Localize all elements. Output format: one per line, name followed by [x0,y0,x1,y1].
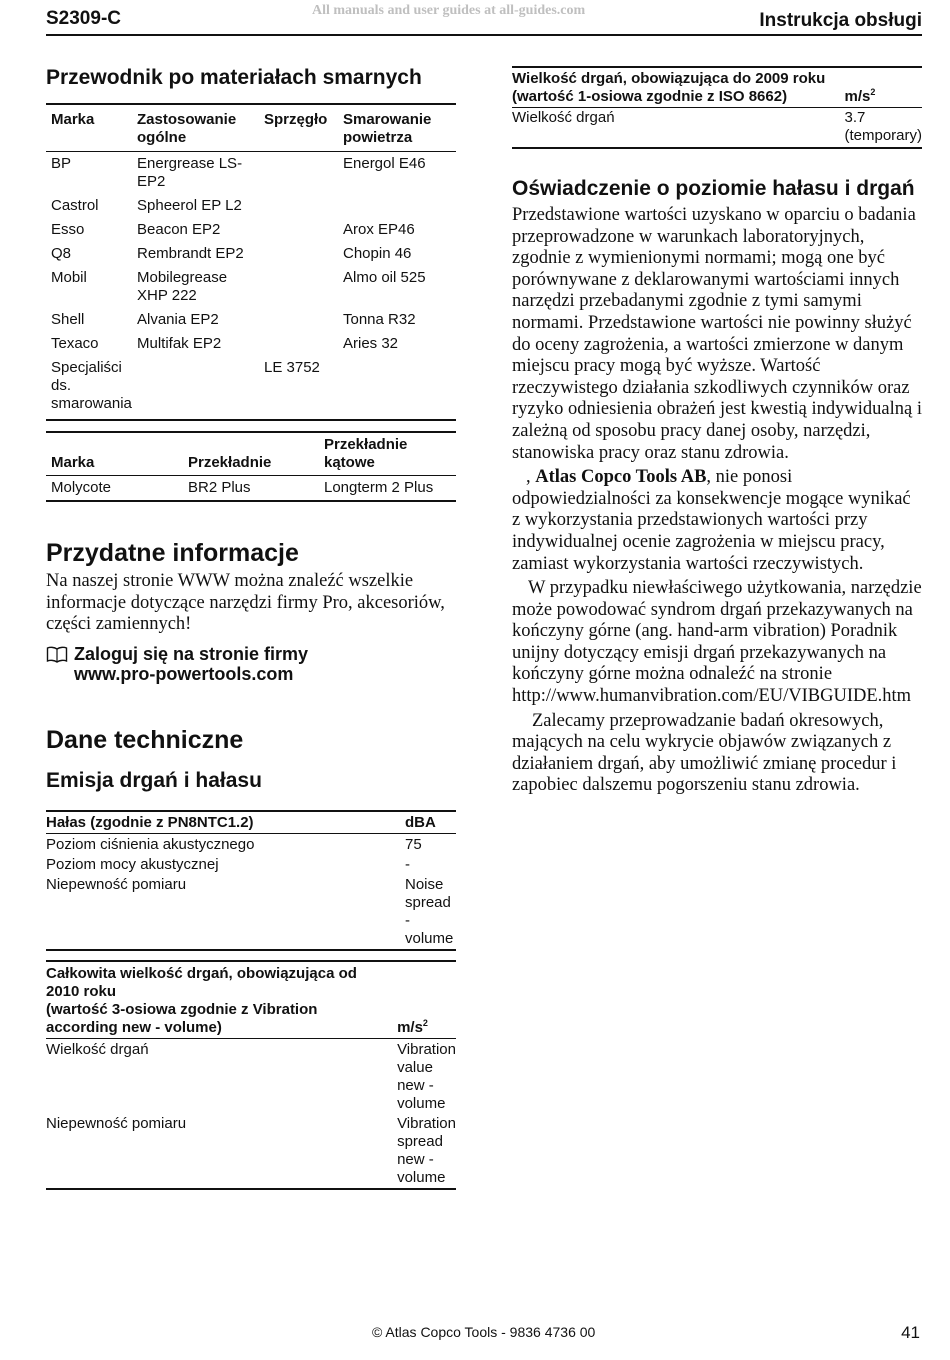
table-row [46,476,456,502]
table-row [512,108,922,149]
table-cell [259,332,338,356]
noise-table-header [46,811,456,834]
footer-copyright: © Atlas Copco Tools - 9836 4736 00 [372,1324,596,1340]
useful-info-text: Na naszej stronie WWW można znaleźć wszelkie informacje dotyczące narzędzi firmy Pro, akcesoriów, części zamiennych! [46,571,445,635]
vibration-2009-unit [844,67,922,108]
technical-data-title: Dane techniczne [46,726,244,754]
table-cell: Almo oil 525 [343,269,426,286]
login-note [46,644,466,684]
vibration-2010-table [46,960,456,1190]
table-cell [338,356,456,420]
table-cell: Aries 32 [343,335,399,352]
unit-text: m/s [844,88,871,105]
table-cell [259,242,338,266]
header-line: (wartość 1-osiowa zgodnie z ISO 8662) [512,88,788,105]
table-cell: Shell [51,311,85,328]
website-link[interactable]: www.pro-powertools.com [74,664,294,684]
table-cell: Poziom ciśnienia akustycznego [46,836,255,853]
company-name: Atlas Copco Tools AB [535,467,707,488]
table-cell: Energrease LS-EP2 [137,155,243,190]
table-cell: Poziom mocy akustycznej [46,856,219,873]
table-cell: Energol E46 [343,155,426,172]
table-cell: Rembrandt EP2 [137,245,244,262]
table-cell: Mobilegrease XHP 222 [137,269,228,304]
table-cell: Longterm 2 Plus [324,479,434,496]
gear-table-header [46,432,456,476]
lubricants-title: Przewodnik po materiałach smarnych [46,66,422,89]
vibration-2010-header [46,961,456,1039]
vibration-2009-header [512,67,922,108]
table-cell [259,152,338,195]
vibration-2010-header-text [46,961,397,1039]
col-general-use: Zastosowanie ogólne [137,111,237,146]
emissions-subtitle: Emisja drgań i hałasu [46,769,262,792]
noise-header-unit: dBA [405,814,436,831]
book-icon [46,645,68,667]
col-brand: Marka [51,111,95,128]
noise-table [46,810,456,951]
noise-header-label: Hałas (zgodnie z PN8NTC1.2) [46,814,254,831]
lubricants-table [46,103,456,421]
declaration-body [512,205,922,797]
table-cell: Castrol [51,197,99,214]
declaration-paragraph-1: Przedstawione wartości uzyskano w oparciu o badania przeprowadzone w warunkach laboratoryjnych, zgodnie z wymienionymi normami; mogą one być porównywane z deklarowanymi wartościami innych narzędzi przebadanymi zgodnie z tymi samymi normami. Przedstawione wartości nie powinny służyć do oceny zagrożenia, a wartości zmierzone w danym miejscu pracy mogą być wyższe. Wartość rzeczywistego działania szkodliwych czynników oraz ryzyko odniesienia obrażeń jest kwestią indywidualną i zależną od sposobu pracy danej osoby, narzędzi, stanowiska pracy oraz stanu zdrowia. [512,205,922,463]
table-cell: Arox EP46 [343,221,415,238]
table-cell: Molycote [51,479,112,496]
declaration-paragraph-2 [512,467,922,575]
table-cell: Wielkość drgań [46,1041,149,1058]
declaration-paragraph-3: W przypadku niewłaściwego użytkowania, narzędzie może powodować syndrom drgań przekazywanych na kończyny górne (ang. hand-arm vibration) Poradnik unijny dotyczący emisji drgań przekazywanych na kończyny górne można odnaleźć na stronie http://www.humanvibration.com/EU/VIBGUIDE.htm [512,578,922,707]
table-cell [259,194,338,218]
table-cell: Niepewność pomiaru [46,1115,187,1132]
table-cell: Mobil [51,269,87,286]
table-cell: Wielkość drgań [512,109,615,126]
table-cell: Tonna R32 [343,311,416,328]
table-row [46,1039,456,1114]
col-brand: Marka [51,454,95,471]
table-cell: Chopin 46 [343,245,412,262]
model-code: S2309-C [46,8,121,29]
table-cell: Multifak EP2 [137,335,222,352]
table-row [46,1113,456,1189]
watermark: All manuals and user guides at all-guides.com [312,3,586,18]
table-cell: Texaco [51,335,99,352]
table-cell: Beacon EP2 [137,221,221,238]
table-cell [259,218,338,242]
table-cell: Esso [51,221,85,238]
table-cell [338,194,456,218]
table-cell: BR2 Plus [188,479,251,496]
header-line: Wielkość drgań, obowiązująca do 2009 roku [512,70,826,87]
table-row [46,266,456,308]
table-cell: - [405,856,410,873]
declaration-title: Oświadczenie o poziomie hałasu i drgań [512,177,915,200]
vibration-2010-unit [397,961,456,1039]
table-cell: Q8 [51,245,72,262]
table-cell [132,356,259,420]
paragraph-rest: , nie ponosi odpowiedzialności za konsekwencje mogące wynikać z wykorzystania przedstawionych wartości przy indywidualnej ocenie zagrożenia w miejscu pracy, zamiast wykorzystania wartości rzeczywistych. [512,467,911,574]
table-cell: 75 [405,836,422,853]
page-number: 41 [901,1323,920,1342]
table-cell: Vibration value new - volume [397,1041,456,1112]
header-line: (wartość 3-osiowa zgodnie z Vibration according new - volume) [46,1001,318,1036]
header-rule [46,34,922,36]
gear-lubricants-table [46,431,456,502]
table-cell: Noise spread - volume [405,876,454,947]
table-row [46,242,456,266]
table-cell: LE 3752 [264,359,320,376]
vibration-2009-table [512,66,922,149]
table-row [46,218,456,242]
table-row [46,854,456,874]
useful-info-title: Przydatne informacje [46,539,299,567]
declaration-paragraph-4: Zalecamy przeprowadzanie badań okresowych, mających na celu wykrycie objawów związanych z działaniem drgań, aby umożliwić zmianę procedur i zapobiec dalszemu pogorszeniu stanu zdrowia. [512,710,897,796]
table-cell: Spheerol EP L2 [137,197,242,214]
table-cell: Specjaliści ds. smarowania [51,359,132,412]
unit-exponent: 2 [422,1018,428,1028]
table-row [46,194,456,218]
paragraph-prefix: , [526,467,536,488]
table-row [46,152,456,195]
table-row [46,332,456,356]
table-row [46,356,456,420]
unit-text: m/s [397,1019,423,1036]
table-cell: BP [51,155,72,172]
table-row [46,834,456,855]
table-cell: Alvania EP2 [137,311,219,328]
vibration-2009-header-text [512,67,844,108]
table-cell [259,266,338,308]
table-cell: 3.7 (temporary) [844,109,922,144]
table-row [46,874,456,950]
col-gears: Przekładnie [188,454,272,471]
col-clutch: Sprzęgło [264,111,328,128]
unit-exponent: 2 [870,87,876,97]
table-cell: Niepewność pomiaru [46,876,187,893]
login-line-1: Zaloguj się na stronie firmy [74,644,309,664]
document-title: Instrukcja obsługi [759,10,922,31]
lubricants-table-header [46,104,456,152]
table-cell [259,308,338,332]
table-row [46,308,456,332]
col-air-lube: Smarowanie powietrza [343,111,432,146]
table-cell: Vibration spread new - volume [397,1115,456,1186]
header-line: Całkowita wielkość drgań, obowiązująca od 2010 roku [46,965,357,1000]
col-angle-gears: Przekładnie kątowe [324,436,408,471]
